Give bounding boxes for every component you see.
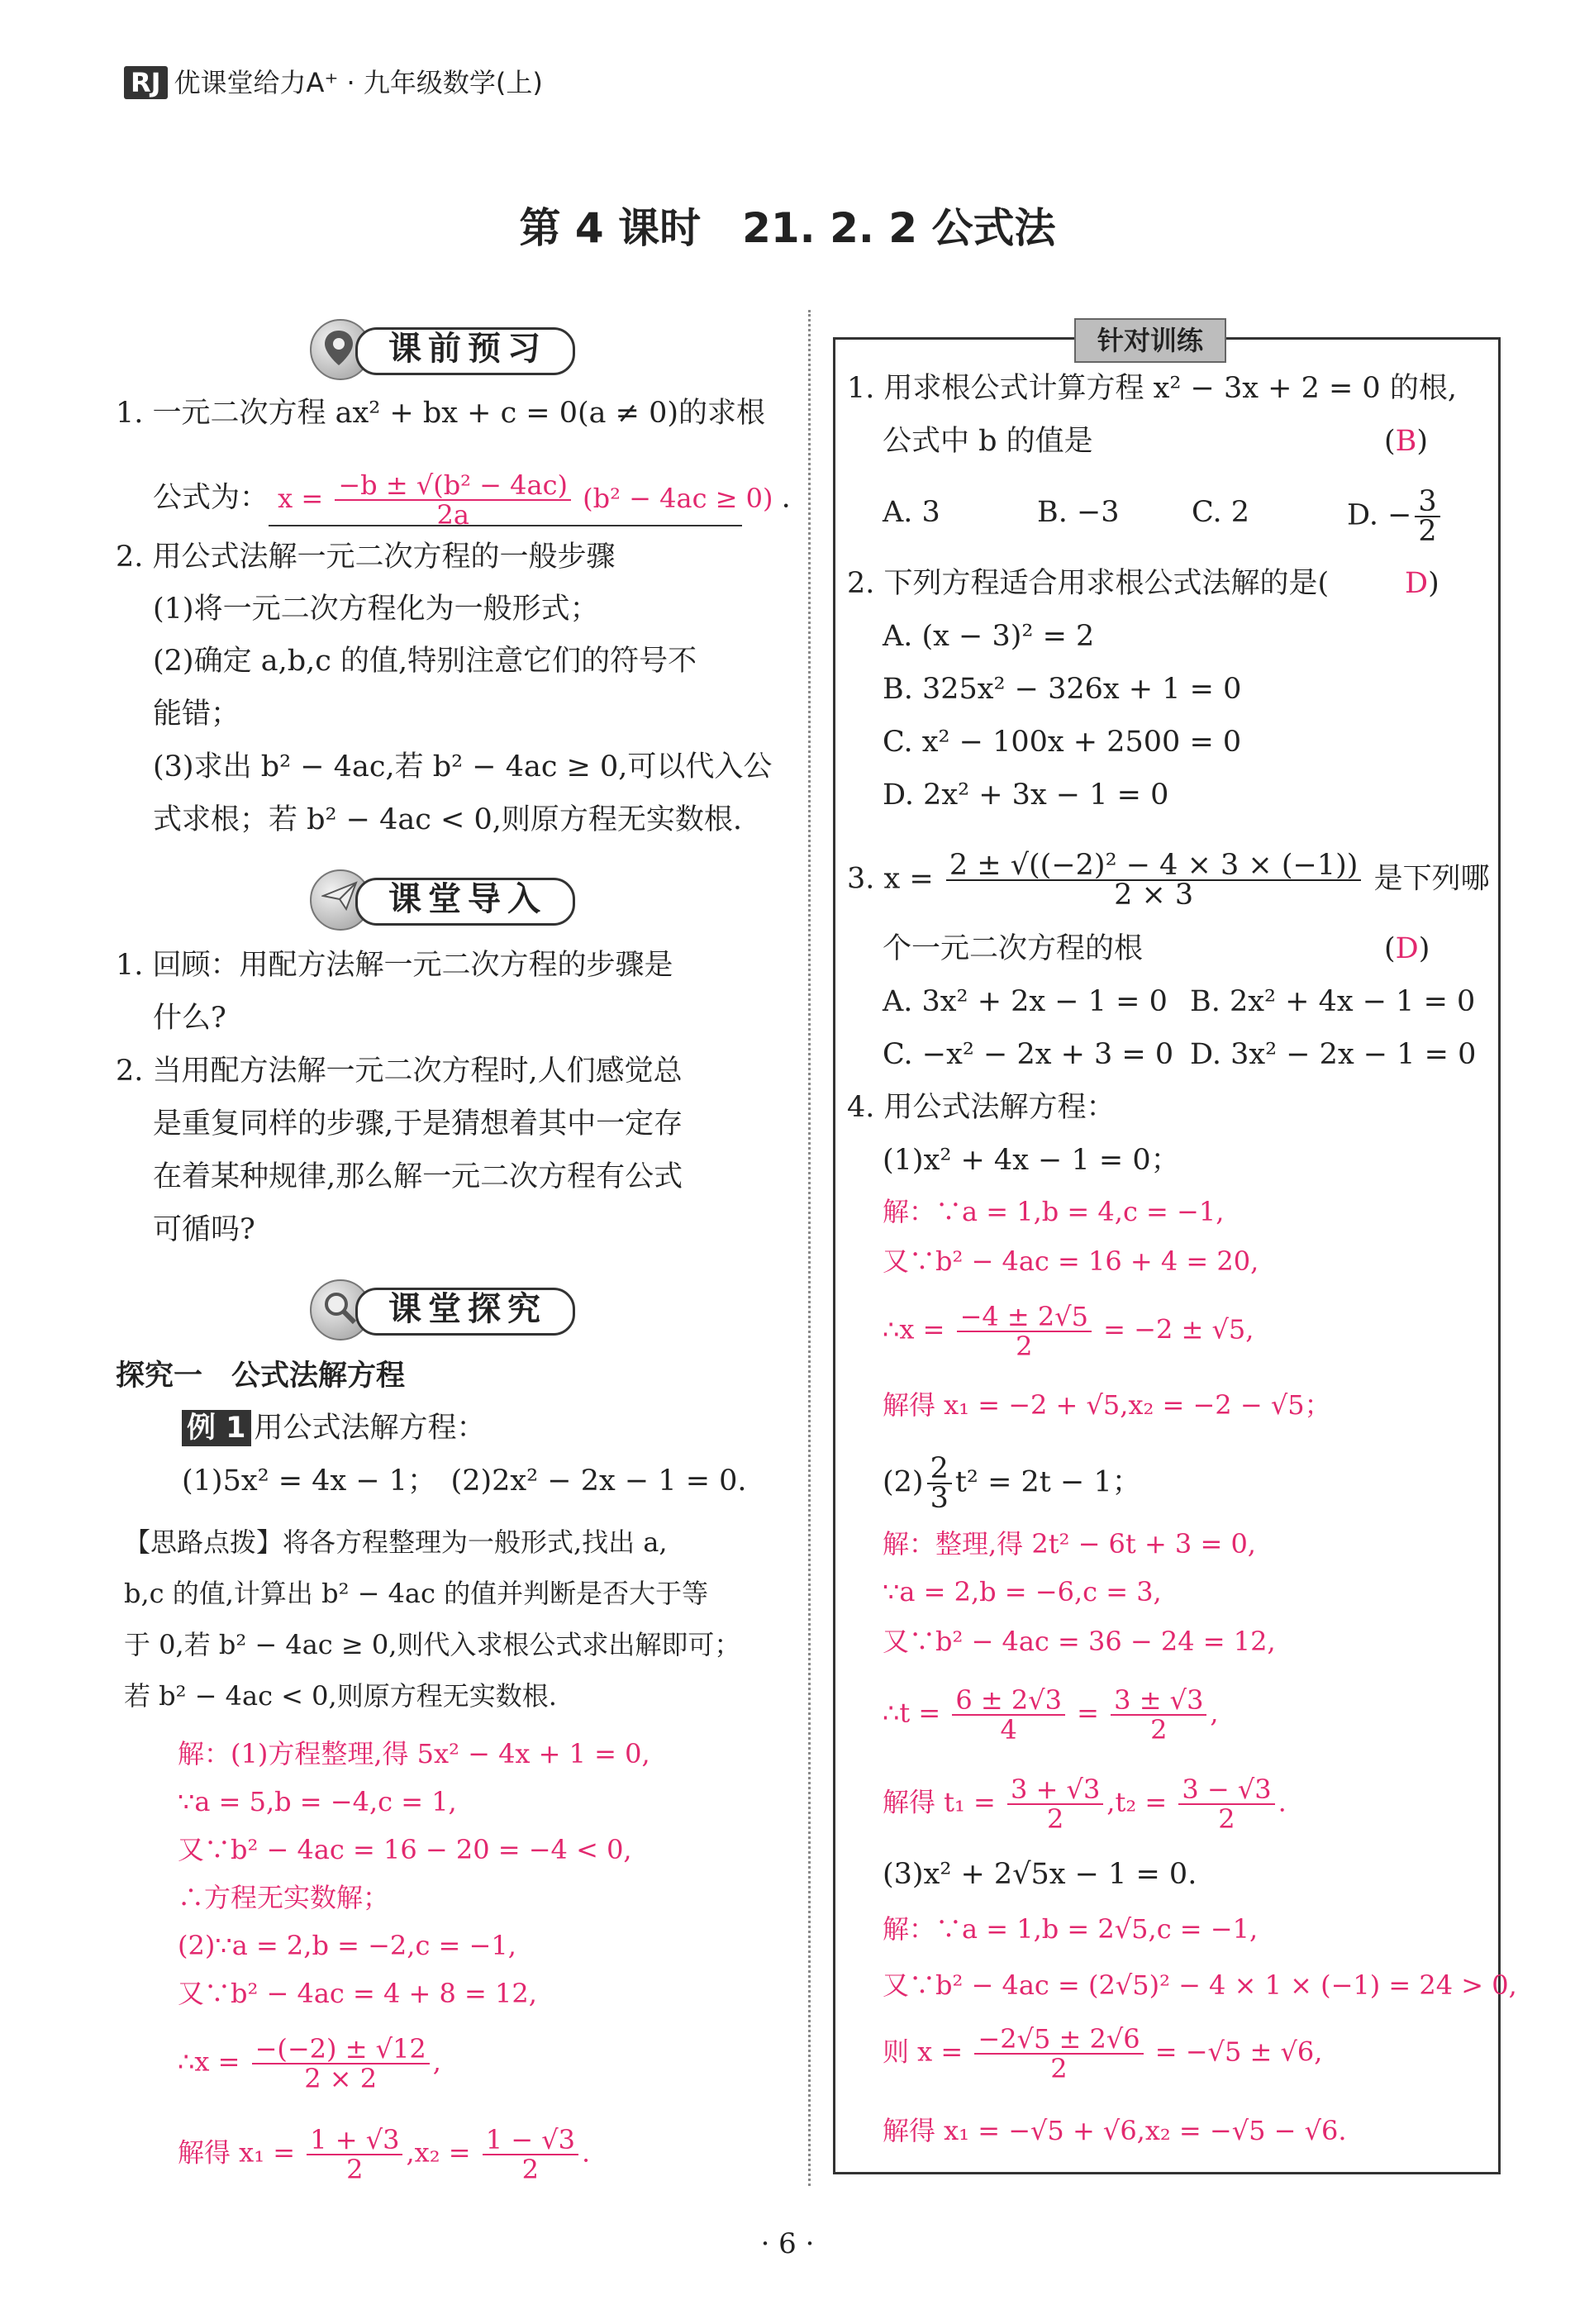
fraction-numerator: 3 − √3 — [1178, 1775, 1274, 1805]
fraction-numerator: 2 ± √((−2)² − 4 × 3 × (−1)) — [946, 851, 1362, 881]
explore-heading: 探究一 公式法解方程 — [116, 1360, 406, 1393]
fraction-numerator: −2√5 ± 2√6 — [974, 2025, 1143, 2055]
formula-condition: (b² − 4ac ≥ 0) — [583, 482, 773, 514]
fraction-numerator: 3 ± √3 — [1111, 1686, 1206, 1716]
q2-option-b: B. 325x² − 326x + 1 = 0 — [883, 673, 1242, 706]
q3-answer: (D) — [1384, 932, 1430, 965]
q1-answer-letter: B — [1395, 425, 1417, 458]
q4-1-line-1: 解：∵a = 1,b = 4,c = −1, — [883, 1196, 1225, 1227]
q4-2-line-1: 解：整理,得 2t² − 6t + 3 = 0, — [883, 1528, 1256, 1560]
q4-stem: 4. 用公式法解方程： — [847, 1091, 1116, 1124]
intro-item-2: 2. 当用配方法解一元二次方程时,人们感觉总 — [116, 1055, 683, 1088]
q4-part-1: (1)x² + 4x − 1 = 0； — [883, 1144, 1180, 1177]
hint-line-2: b,c 的值,计算出 b² − 4ac 的值并判断是否大于等 — [124, 1578, 709, 1609]
q4-3-line-2: 又∵b² − 4ac = (2√5)² − 4 × 1 × (−1) = 24 > 0, — [883, 1969, 1517, 2001]
solution-x: ∴x = — [178, 2045, 240, 2078]
formula-numerator: −b ± √(b² − 4ac) — [335, 471, 571, 501]
q4-part-3: (3)x² + 2√5x − 1 = 0. — [883, 1858, 1197, 1891]
fraction-numerator: 1 − √3 — [483, 2126, 578, 2155]
intro-item-2-cont-1: 是重复同样的步骤,于是猜想着其中一定存 — [153, 1107, 683, 1141]
q4-3-roots: 解得 x₁ = −√5 + √6,x₂ = −√5 − √6. — [883, 2115, 1347, 2146]
root-period: . — [581, 2136, 591, 2169]
banner-label: 课堂探究 — [388, 1290, 547, 1328]
q4-2-root-fraction-1 — [1007, 1775, 1103, 1833]
fraction-denominator: 2 — [1418, 515, 1437, 548]
fraction-denominator: 2 × 2 — [304, 2063, 378, 2094]
solution-line-7 — [178, 2035, 441, 2093]
solution-line-5: (2)∵a = 2,b = −2,c = −1, — [178, 1930, 516, 1961]
q3-option-c: C. −x² − 2x + 3 = 0 — [883, 1038, 1174, 1071]
page-number: · 6 · — [760, 2227, 815, 2260]
solution-line-2: ∵a = 5,b = −4,c = 1, — [178, 1786, 457, 1817]
banner-intro — [310, 869, 583, 929]
practice-tab: 针对训练 — [1074, 318, 1226, 363]
q2-option-c: C. x² − 100x + 2500 = 0 — [883, 726, 1242, 759]
q4-3-line-3 — [883, 2025, 1322, 2083]
fraction-numerator: 1 + √3 — [307, 2126, 402, 2155]
q1-stem-cont: 公式中 b 的值是 — [883, 425, 1093, 458]
banner-preview — [310, 319, 583, 379]
q4-2-roots — [883, 1775, 1287, 1833]
pre-item-2: 2. 用公式法解一元二次方程的一般步骤 — [116, 541, 616, 574]
q3-answer-letter: D — [1395, 932, 1419, 965]
q4-1-x: ∴x = — [883, 1313, 945, 1345]
q4-1-line-2: 又∵b² − 4ac = 16 + 4 = 20, — [883, 1245, 1259, 1277]
solution-line-1: 解：(1)方程整理,得 5x² − 4x + 1 = 0, — [178, 1738, 650, 1769]
q3-option-d: D. 3x² − 2x − 1 = 0 — [1190, 1038, 1477, 1071]
q4-1-result: = −2 ± √5, — [1103, 1313, 1254, 1345]
q4-2-root-label-2: ,t₂ = — [1106, 1786, 1168, 1818]
q4-2-root-fraction-2 — [1178, 1775, 1274, 1833]
hint-line-1: 【思路点拨】将各方程整理为一般形式,找出 a, — [124, 1526, 668, 1558]
magnifier-icon — [321, 1289, 358, 1326]
q4-2-label: (2) — [883, 1465, 924, 1499]
q1-option-d — [1347, 485, 1444, 548]
q1-option-b: B. −3 — [1037, 496, 1120, 529]
answer-underline — [269, 525, 742, 526]
intro-item-2-cont-3: 可循吗? — [153, 1213, 255, 1246]
solution-fraction — [252, 2035, 430, 2093]
q1-stem: 1. 用求根公式计算方程 x² − 3x + 2 = 0 的根, — [847, 372, 1457, 405]
formula-denominator: 2a — [436, 499, 469, 531]
fraction-denominator: 3 — [930, 1482, 949, 1515]
fraction-denominator: 2 × 3 — [1114, 879, 1194, 912]
q4-part-2 — [883, 1452, 1141, 1515]
formula-answer — [278, 469, 782, 531]
q4-2-t: ∴t = — [883, 1697, 941, 1729]
intro-item-1-cont: 什么? — [153, 1002, 226, 1035]
fraction-numerator: −(−2) ± √12 — [252, 2035, 430, 2064]
q4-3-x: 则 x = — [883, 2036, 964, 2068]
pre-step-1: (1)将一元二次方程化为一般形式； — [153, 593, 599, 626]
q3-stem-tail: 是下列哪 — [1373, 862, 1490, 896]
fraction-denominator: 2 — [1218, 1803, 1235, 1835]
solution-line-6: 又∵b² − 4ac = 4 + 8 = 12, — [178, 1978, 537, 2009]
pre-step-2-cont: 能错； — [153, 698, 240, 731]
root-fraction-1 — [307, 2126, 402, 2184]
q2-stem: 2. 下列方程适合用求根公式法解的是( — [847, 567, 1330, 600]
fraction-denominator: 2 — [521, 2154, 539, 2185]
hint-line-3: 于 0,若 b² − 4ac ≥ 0,则代入求根公式求出解即可； — [124, 1629, 741, 1660]
q4-2-comma: , — [1210, 1697, 1219, 1729]
q3-x: 3. x = — [847, 862, 934, 896]
q4-2-equation: t² = 2t − 1； — [954, 1465, 1141, 1499]
pre-step-3: (3)求出 b² − 4ac,若 b² − 4ac ≥ 0,可以代入公 — [153, 750, 773, 783]
q4-1-line-3 — [883, 1302, 1254, 1360]
formula-x: x = — [278, 482, 324, 514]
fraction-denominator: 2 — [1150, 1714, 1168, 1745]
example-equations: (1)5x² = 4x − 1； (2)2x² − 2x − 1 = 0. — [182, 1464, 747, 1498]
q2-option-a: A. (x − 3)² = 2 — [883, 620, 1095, 653]
root-fraction-2 — [483, 2126, 578, 2184]
formula-period: . — [781, 481, 791, 515]
publisher-badge: RJ — [124, 66, 168, 99]
q1-option-d-sign: D. − — [1347, 498, 1412, 532]
intro-item-1: 1. 回顾：用配方法解一元二次方程的步骤是 — [116, 949, 673, 982]
hint-line-4: 若 b² − 4ac < 0,则原方程无实数根. — [124, 1680, 557, 1712]
q4-2-equals: = — [1077, 1697, 1099, 1729]
q4-3-result: = −√5 ± √6, — [1154, 2036, 1323, 2068]
root-label-1: 解得 x₁ = — [178, 2136, 296, 2169]
q3-option-b: B. 2x² + 4x − 1 = 0 — [1190, 985, 1476, 1018]
q3-option-a: A. 3x² + 2x − 1 = 0 — [883, 985, 1168, 1018]
root-label-2: ,x₂ = — [406, 2136, 471, 2169]
q4-2-line-4 — [883, 1686, 1219, 1744]
q3-stem-cont: 个一元二次方程的根 — [883, 932, 1144, 965]
q1-option-d-fraction — [1415, 485, 1439, 548]
paper-plane-icon — [321, 879, 358, 912]
q4-2-fraction-2 — [1111, 1686, 1206, 1744]
q4-2-fraction-1 — [952, 1686, 1065, 1744]
q2-answer-letter: D — [1405, 567, 1429, 600]
fraction-denominator: 2 — [1050, 2053, 1068, 2084]
solution-comma: , — [432, 2045, 441, 2078]
banner-label: 课前预习 — [388, 330, 547, 368]
q3-fraction — [946, 849, 1362, 912]
fraction-numerator: −4 ± 2√5 — [957, 1302, 1092, 1332]
q1-answer: (B) — [1384, 425, 1429, 458]
solution-line-8 — [178, 2126, 590, 2184]
fraction-denominator: 4 — [1000, 1714, 1017, 1745]
fraction-denominator: 2 — [1016, 1331, 1033, 1362]
banner-explore — [310, 1279, 583, 1339]
banner-label: 课堂导入 — [388, 880, 547, 918]
fraction-denominator: 2 — [1046, 1803, 1064, 1835]
q4-1-fraction — [957, 1302, 1092, 1360]
q4-2-line-2: ∵a = 2,b = −6,c = 3, — [883, 1576, 1162, 1607]
solution-line-3: 又∵b² − 4ac = 16 − 20 = −4 < 0, — [178, 1834, 632, 1865]
fraction-numerator: 2 — [927, 1455, 952, 1484]
column-divider — [808, 310, 811, 2186]
q1-option-c: C. 2 — [1192, 496, 1250, 529]
q4-2-line-3: 又∵b² − 4ac = 36 − 24 = 12, — [883, 1626, 1276, 1657]
q4-2-root-label-1: 解得 t₁ = — [883, 1786, 996, 1818]
q4-3-line-1: 解：∵a = 1,b = 2√5,c = −1, — [883, 1913, 1259, 1945]
pre-item-1-formula — [153, 471, 791, 529]
q4-2-coef — [927, 1452, 952, 1515]
q3-stem — [847, 849, 1490, 912]
example-badge: 例 1 — [182, 1410, 251, 1446]
fraction-numerator: 3 + √3 — [1007, 1775, 1103, 1805]
pre-step-2: (2)确定 a,b,c 的值,特别注意它们的符号不 — [153, 645, 697, 678]
page-title: 第 4 课时 21. 2. 2 公式法 — [519, 204, 1056, 252]
pre-step-3-cont: 式求根；若 b² − 4ac < 0,则原方程无实数根. — [153, 803, 742, 836]
solution-line-4: ∴方程无实数解； — [178, 1882, 390, 1913]
q1-option-a: A. 3 — [883, 496, 940, 529]
formula-lead: 公式为： — [153, 481, 269, 515]
location-pin-icon — [321, 329, 356, 367]
q4-2-period: . — [1278, 1786, 1287, 1818]
fraction-denominator: 2 — [346, 2154, 364, 2185]
fraction-numerator: 6 ± 2√3 — [952, 1686, 1065, 1716]
fraction-numerator: 3 — [1415, 488, 1439, 517]
q4-1-roots: 解得 x₁ = −2 + √5,x₂ = −2 − √5； — [883, 1389, 1331, 1421]
example-1 — [182, 1410, 486, 1446]
formula-fraction — [335, 471, 571, 529]
book-title: 优课堂给力A⁺ · 九年级数学(上) — [174, 67, 543, 98]
q2-answer: D) — [1405, 567, 1439, 600]
running-header — [124, 66, 543, 99]
pre-item-1: 1. 一元二次方程 ax² + bx + c = 0(a ≠ 0)的求根 — [116, 397, 766, 430]
q2-option-d: D. 2x² + 3x − 1 = 0 — [883, 779, 1169, 812]
intro-item-2-cont-2: 在着某种规律,那么解一元二次方程有公式 — [153, 1160, 683, 1193]
q4-3-fraction — [974, 2025, 1143, 2083]
example-prompt: 用公式法解方程： — [254, 1412, 486, 1445]
